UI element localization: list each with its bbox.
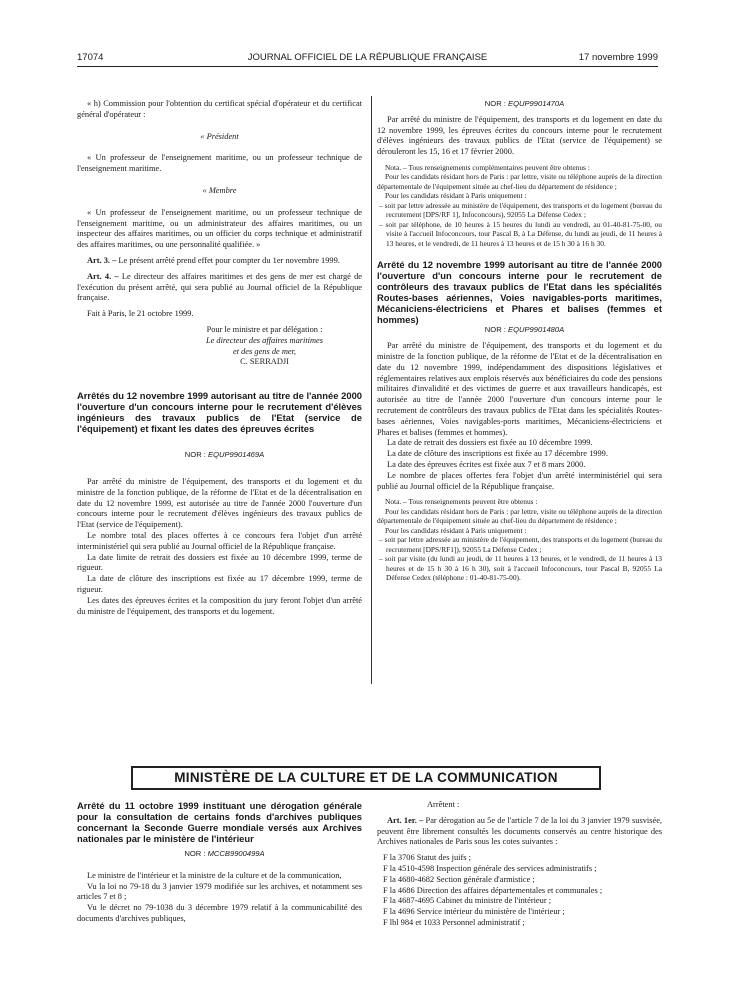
fait-line: Fait à Paris, le 21 octobre 1999. [87, 309, 194, 319]
journal-title: JOURNAL OFFICIEL DE LA RÉPUBLIQUE FRANÇAISE [247, 52, 488, 63]
article-label: Art. 3. – [87, 255, 117, 265]
nor-code: EQUP9901480A [508, 325, 565, 335]
article-text: Le directeur des affaires maritimes et des gens de mer est chargé de l'exécution du présent arrêté, qui sera publié au Journal officiel de la République française. [77, 271, 363, 303]
nota-block [377, 497, 662, 583]
paragraph: Vu la loi no 79-18 du 3 janvier 1979 modifiée sur les archives, et notamment ses articles 7 et 8 ; [77, 881, 362, 902]
signatory-name: C. SERRADJI [240, 357, 289, 367]
article-label: Art. 1er. – [387, 815, 424, 825]
membre-label: « Membre [202, 185, 237, 195]
list-item: F la 4686 Direction des affaires départementales et communales ; [383, 885, 603, 895]
paragraph: « Un professeur de l'enseignement maritime, ou un professeur technique de l'enseignement maritime, ou un administrateur des affaires maritimes, ou un inspecteur des affaires maritimes, ou un officier du corps technique et administratif des affaires maritimes, ou une personnalité qualifiée. » [77, 207, 362, 250]
left-column [77, 99, 362, 617]
paragraph: Les dates des épreuves écrites et la composition du jury feront l'objet d'un arrêté du ministre de l'équipement, des transports et du logement. [77, 595, 362, 616]
paragraph: Le nombre total des places offertes à ce concours fera l'objet d'un arrêté interministériel qui sera publié au Journal officiel de la République française. [77, 530, 362, 551]
nota-item: – soit par lettre adressée au ministère de l'équipement, des transports et du logement (bureau du recrutement [DPS/RF1]), 92055 La Défense Cedex ; [379, 535, 662, 554]
header-rule [77, 66, 658, 67]
nor-reference [377, 99, 662, 110]
paragraph: La date des épreuves écrites est fixée aux 7 et 8 mars 2000. [387, 460, 586, 470]
nota-item: – soit par téléphone, de 10 heures à 15 heures du lundi au vendredi, au 01-40-81-75-00, ou visite à l'accueil Infoconcours, tour Pascal B, à La Défense, du lundi au jeudi, de 11 heures à 13 heures, et le vendredi, de 11 heures à 13 heures et de 15 h 30 à 16 h 30. [379, 219, 662, 248]
nota-item: – soit par lettre adressée au ministère de l'équipement, des transports et du logement (bureau du recrutement [DPS/RF 1], Infoconcours), 92055 La Défense Cedex ; [379, 200, 662, 220]
right-column [377, 99, 662, 583]
list-item: F la 4510-4598 Inspection générale des services administratifs ; [383, 863, 597, 873]
article-text: Par dérogation au 5e de l'article 7 de la loi du 3 janvier 1979 susvisée, peuvent être librement consultés les documents conservés au centre historique des Archives nationales de Paris sous les cotes suivantes : [377, 815, 663, 847]
nota-line: Pour les candidats résidant hors de Paris : par lettre, visite ou téléphone auprès de la direction départementale de l'équipement située au chef-lieu du département de résidence ; [377, 506, 662, 526]
page-number: 17074 [77, 52, 104, 63]
arretent-line: Arrêtent : [427, 800, 460, 809]
paragraph: Par arrêté du ministre de l'équipement, des transports et du logement en date du 12 novembre 1999, les épreuves écrites du concours interne pour le recrutement d'élèves ingénieurs des travaux publics de l'Etat (service de l'équipement) se dérouleront les 15, 16 et 17 février 2000. [377, 114, 662, 157]
article-text: Le présent arrêté prend effet pour compter du 1er novembre 1999. [118, 255, 340, 265]
paragraph: « h) Commission pour l'obtention du certificat spécial d'opérateur et du certificat général d'opérateur : [77, 99, 362, 119]
paragraph: Vu le décret no 79-1038 du 3 décembre 1979 relatif à la communicabilité des documents d'archives publiques, [77, 903, 362, 923]
article-1 [377, 816, 662, 848]
nor-reference [77, 849, 362, 860]
decree-title: Arrêté du 11 octobre 1999 instituant une dérogation générale pour la consultation de certains fonds d'archives publiques concernant la Seconde Guerre mondiale versés aux Archives nationales par le ministère de l'intérieur [77, 800, 362, 844]
nor-code: EQUP9901469A [208, 450, 265, 460]
bottom-right-column [377, 800, 662, 929]
page-header [77, 52, 658, 66]
paragraph: La date de clôture des inscriptions est fixée au 17 décembre 1999, terme de rigueur. [77, 574, 362, 594]
paragraph: Par arrêté du ministre de l'équipement, des transports et du logement et du ministre de la fonction publique, de la réforme de l'Etat et de la décentralisation en date du 12 novembre 1999, indépendamment des dispositions législatives et réglementaires relatives aux emplois réservés aux bénéficiaires du code des pensions militaires d'invalidité et des victimes de guerre et aux travailleurs handicapés, est autorisée au titre de l'année 2000 l'ouverture d'un concours interne pour le recrutement de contrôleurs des travaux publics de l'Etat dans les spécialités Routes-bases aériennes, Voies navigables-ports maritimes, Mécaniciens-électriciens et Phares et balises (femmes et hommes). [377, 341, 662, 437]
list-item: F la 4687-4695 Cabinet du ministre de l'intérieur ; [383, 896, 552, 906]
article-3 [77, 256, 362, 267]
article-4 [77, 272, 362, 304]
paragraph: La date de retrait des dossiers est fixée au 10 décembre 1999. [387, 438, 593, 448]
nor-prefix: NOR : [484, 99, 506, 108]
nor-prefix: NOR : [184, 849, 206, 858]
president-label: « Président [200, 131, 239, 141]
nor-prefix: NOR : [484, 325, 506, 335]
nor-prefix: NOR : [184, 450, 206, 460]
column-separator [371, 96, 372, 684]
paragraph: Le ministre de l'intérieur et la ministre de la culture et de la communication, [87, 870, 342, 880]
nota-heading: Nota. – Tous renseignements complémentaires peuvent être obtenus : [385, 162, 590, 172]
nota-block [377, 163, 662, 249]
paragraph: La date de clôture des inscriptions est fixée au 17 décembre 1999. [387, 449, 608, 459]
list-item: F la 3706 Statut des juifs ; [383, 853, 471, 863]
article-label: Art. 4. – [87, 271, 119, 281]
signature-line: et des gens de mer, [232, 346, 297, 356]
list-item: F la 4680-4682 Section générale d'armistice ; [383, 874, 535, 884]
nota-heading: Nota. – Tous renseignements peuvent être obtenus : [385, 497, 538, 507]
nor-code: EQUP9901470A [508, 99, 565, 108]
signature-line: Pour le ministre et par délégation : [206, 324, 323, 334]
list-item: F la 4696 Service intérieur du ministère de l'intérieur ; [383, 907, 565, 917]
paragraph: Le nombre de places offertes fera l'objet d'un arrêté interministériel qui sera publié au Journal officiel de la République française. [377, 470, 662, 491]
nor-code: MCCB9900499A [207, 849, 265, 858]
nota-item: – soit par visite (du lundi au jeudi, de 11 heures à 13 heures, et le vendredi, de 11 heures à 13 heures et de 15 h 30 à 16 h 30), soit à l'accueil Infoconcours, tour Pascal B, 92055 La Défense Cedex (téléphone : 01-40-81-75-00). [379, 554, 662, 583]
nor-reference [77, 450, 362, 461]
decree-title: Arrêté du 12 novembre 1999 autorisant au titre de l'année 2000 l'ouverture d'un concours interne pour le recrutement de contrôleurs des travaux publics de l'Etat dans les spécialités Routes-bases aériennes, Voies navigables-ports maritimes, Mécaniciens-électriciens et Phares et balises (femmes et hommes) [377, 259, 662, 326]
bottom-left-column [77, 800, 362, 925]
paragraph: « Un professeur de l'enseignement maritime, ou un professeur technique de l'enseignement maritime. [77, 153, 362, 174]
nota-line: Pour les candidats résidant à Paris uniquement : [385, 191, 527, 201]
list-item: F lbl 984 et 1033 Personnel administratif ; [383, 917, 525, 927]
paragraph: Par arrêté du ministre de l'équipement, des transports et du logement et du ministre de la fonction publique, de la réforme de l'Etat et de la décentralisation en date du 12 novembre 1999, est autorisée au titre de l'année 2000 l'ouverture d'un concours interne pour le recrutement d'élèves ingénieurs des travaux publics de l'Etat (service de l'équipement). [77, 476, 362, 530]
nota-line: Pour les candidats résidant à Paris uniquement : [385, 525, 527, 535]
nor-reference [377, 325, 662, 336]
signature-line: Le directeur des affaires maritimes [205, 335, 324, 345]
nota-line: Pour les candidats résidant hors de Paris : par lettre, visite ou téléphone auprès de la direction départementale de l'équipement située au chef-lieu du département de résidence ; [377, 172, 662, 191]
decree-title: Arrêtés du 12 novembre 1999 autorisant au titre de l'année 2000 l'ouverture d'un concours interne pour le recrutement d'élèves ingénieurs des travaux publics de l'Etat (service de l'équipement) et fixant les dates des épreuves écrites [77, 390, 362, 435]
ministry-banner: MINISTÈRE DE LA CULTURE ET DE LA COMMUNICATION [131, 766, 601, 790]
paragraph: La date limite de retrait des dossiers est fixée au 10 décembre 1999, terme de rigueur. [77, 552, 362, 573]
publication-date: 17 novembre 1999 [578, 52, 658, 63]
archive-list [377, 853, 662, 929]
